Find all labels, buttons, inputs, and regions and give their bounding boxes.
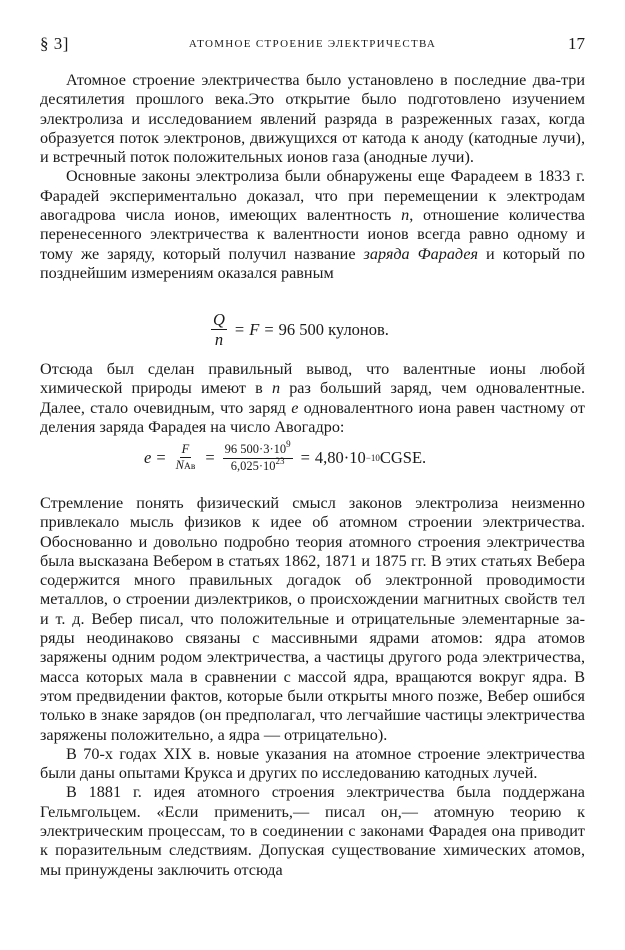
fraction-numerator: Q (213, 310, 225, 329)
variable-n: n (401, 206, 410, 225)
formula-faraday (40, 311, 585, 349)
page-number: 17 (568, 34, 585, 53)
symbol-n-avogadro: N (175, 458, 184, 473)
paragraph-4: Стремление понять физический смысл законов электролиза неизменно привлекало мысль физиков к идее об атомном строении электричества. Обоснованно и довольно подробно теория атомного строения электричества была высказана Вебером в статьях 1862, 1871 и 1875 гг. В этих статьях Вебера содержится много правильных догадок об электронной проводимости металлов, о строении диэлектриков, о происхождении магнитных свойств тел и т. д. Вебер писал, что положительные и отрицательные элементарные заряды неодинаково связаны с массивными ядрами атомов: ядра атомов заряжены одним родом электричества, а частицы другого рода электричества, масса которых мала в сравнении с массой ядра, вращаются вокруг ядра. В этом предвидении фактов, которые были открыты много позже, Вебер ошибся только в знаке зарядов (он предполагал, что легчайшие частицы электричества заряжены положительно, а ядра — отрицательно). (40, 494, 585, 744)
equals-sign: = (205, 448, 215, 468)
result-value: 4,80·10 (314, 448, 366, 468)
fraction-denominator (229, 455, 287, 473)
exponent: 9 (286, 439, 291, 450)
equals-sign: = (156, 448, 166, 468)
equals-sign: = (234, 319, 245, 339)
paragraph-3-text-a: Отсюда был сделан правильный вывод, что валентные ионы любой химической природы имеют в (40, 360, 585, 398)
paragraph-3-text-b: раз больший заряд, чем одновалентные. Далее, стало очевидным, что заряд (40, 379, 585, 417)
variable-n: n (271, 379, 281, 398)
text-block-1 (40, 71, 585, 283)
denominator-value: 6,025·10 (230, 458, 276, 473)
running-title: АТОМНОЕ СТРОЕНИЕ ЭЛЕКТРИЧЕСТВА (188, 38, 437, 50)
paragraph-3-text-c: одновалентного иона равен частному от деления заряда Фарадея на число Авогадро: (40, 398, 585, 436)
section-number: § 3] (40, 34, 69, 53)
numerator-value: 96 500·3·10 (224, 442, 287, 457)
paragraph-2-text-b: , отношение количества перенесенного электричества к валентности ионов всегда равно одному и тому же заряду, который получил название (40, 206, 585, 263)
fraction-numerator: F (180, 443, 192, 458)
paragraph-3 (40, 360, 585, 437)
text-block-2 (40, 360, 585, 437)
equals-sign: = (300, 448, 310, 468)
running-header (40, 34, 585, 56)
formula-electron-charge: e = $\frac{F}{\text{NАв}}$ = $\frac{96 500\cdot 3\cdot 10^9}{6,025\cdot 10^{23}}$ = 4,80·10 −10 CGSE. (144, 439, 427, 473)
paragraph-5: В 70-х годах XIX в. новые указания на атомное строение электричества были даны опытами Крукса и других по исследованию катодных лучей. (40, 744, 585, 783)
variable-e: e (291, 398, 299, 417)
term-faraday-charge: заряда Фарадея (363, 244, 479, 263)
symbol-e: e (144, 448, 152, 468)
fraction-f-over-n (174, 443, 198, 473)
symbol-f: F (249, 319, 260, 339)
fraction-denominator (174, 458, 198, 473)
exponent: 23 (275, 455, 285, 466)
faraday-value: 96 500 кулонов. (278, 319, 389, 339)
fraction-denominator: n (214, 330, 224, 350)
unit-cgse: CGSE. (379, 448, 427, 468)
fraction-numeric (223, 439, 293, 473)
paragraph-2 (40, 167, 585, 283)
paragraph-1: Атомное строение электричества было установлено в последние два-три десятилетия прошлого века.Это открытие было подготовлено изучением электролиза и исследованием явлений разряда в разреженных газах, когда образуется поток электронов, движущихся от катода к аноду (катодные лучи), и встречный поток положительных ионов газа (анодные лучи). (40, 71, 585, 167)
text-block-3 (40, 494, 585, 880)
subscript-av: Ав (183, 462, 196, 473)
paragraph-2-text-a: Основные законы электролиза были обнаружены еще Фарадеем в 1833 г. Фарадей экспериментально доказал, что при перемещении к электродам авогадрова числа ионов, имеющих валентность (40, 167, 585, 225)
fraction-q-over-n (211, 311, 227, 349)
equals-sign: = (264, 319, 274, 339)
paragraph-2-text-c: и который по позднейшим измерениям оказался равным (40, 244, 585, 282)
paragraph-6: В 1881 г. идея атомного строения электричества была поддержана Гельмгольцем. «Если применить,— писал он,— атомную теорию к электрическим процессам, то в соединении с законами Фарадея она приводит к поразительным следствиям. Допуская существование химических атомов, мы принуждены заключить отсюда (40, 783, 585, 879)
